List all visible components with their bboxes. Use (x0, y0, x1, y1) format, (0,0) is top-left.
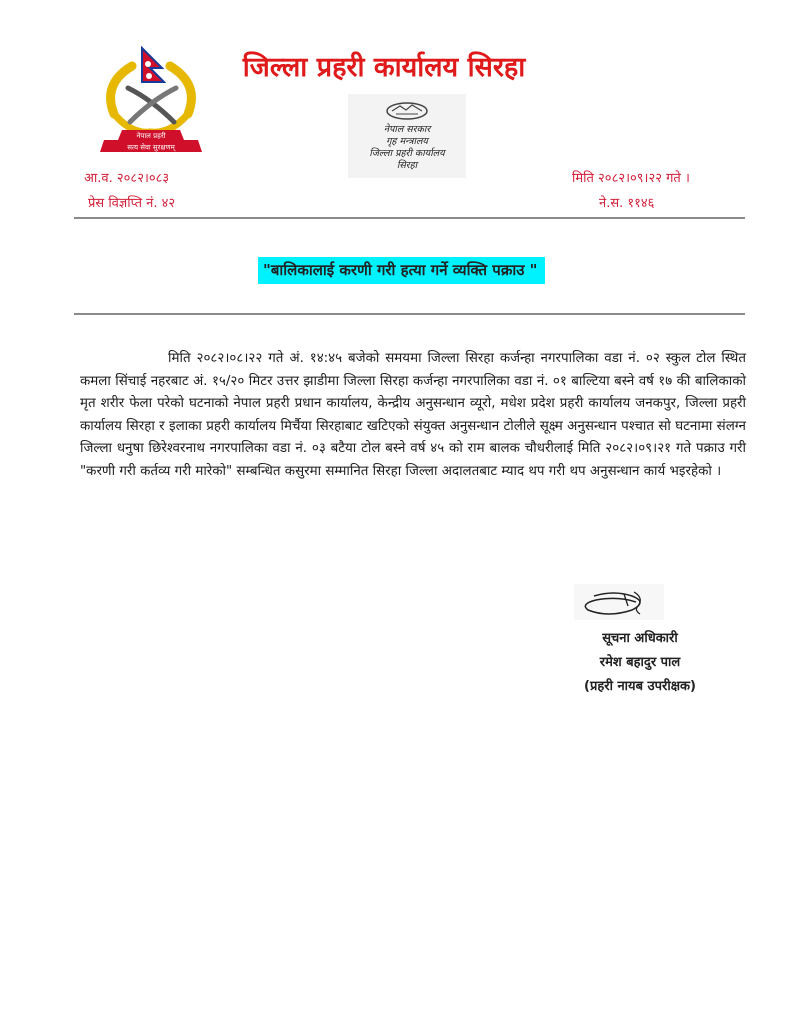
signatory-name: रमेश बहादुर पाल (599, 655, 681, 670)
logo-banner-bottom: सत्य सेवा सुरक्षणम् (127, 143, 175, 152)
stamp-line-2: गृह मन्त्रालय (386, 136, 428, 147)
fiscal-year: आ.व. २०८२।०८३ (84, 171, 170, 186)
government-emblem-icon (384, 98, 430, 120)
signature (574, 584, 664, 620)
signatory-rank: (प्रहरी नायब उपरीक्षक) (584, 679, 696, 694)
headline-divider (74, 313, 745, 315)
press-release-number: प्रेस विज्ञप्ति नं. ४२ (88, 196, 176, 211)
header-divider (74, 217, 745, 219)
nepal-sambat-year: ने.स. ११४६ (599, 196, 655, 211)
body-paragraph (80, 348, 746, 484)
headline: "बालिकालाई करणी गरी हत्या गर्ने व्यक्ति पक्राउ " (258, 257, 545, 284)
nepal-police-emblem-icon (92, 44, 210, 162)
logo-banner-top: नेपाल प्रहरी (136, 132, 166, 140)
release-date: मिति २०८२।०९।२२ गते । (572, 171, 690, 186)
nepal-police-logo (92, 44, 210, 162)
office-title: जिल्ला प्रहरी कार्यालय सिरहा (242, 52, 526, 83)
signatory-role: सूचना अधिकारी (602, 631, 678, 646)
stamp-line-4: सिरहा (396, 160, 418, 171)
signature-scribble-icon (574, 584, 664, 620)
body-paragraph-text: मिति २०८२।०८।२२ गते अं. १४:४५ बजेको समयमा जिल्ला सिरहा कर्जन्हा नगरपालिका वडा नं. ०२ स्कुल टोल स्थित कमला सिंचाई नहरबाट अं. १५/२० मिटर उत्तर झाडीमा जिल्ला सिरहा कर्जन्हा नगरपालिका वडा नं. ०१ बाल्टिया बस्ने वर्ष १७ की बालिकाको मृत शरीर फेला परेको घटनाको नेपाल प्रहरी प्रधान कार्यालय, केन्द्रीय अनुसन्धान व्यूरो, मधेश प्रदेश प्रहरी कार्यालय जनकपुर, जिल्ला प्रहरी कार्यालय सिरहा र इलाका प्रहरी कार्यालय मिर्चैया सिरहाबाट खटिएको संयुक्त अनुसन्धान टोलीले सूक्ष्म अनुसन्धान पश्चात सो घटनामा संलग्न जिल्ला धनुषा छिरेश्वरनाथ नगरपालिका वडा नं. ०३ बटैया टोल बस्ने वर्ष ४५ को राम बालक चौधरीलाई मिति २०८२।०९।२१ गते पक्राउ गरी "करणी गरी कर्तव्य गरी मारेको" सम्बन्धित कसुरमा सम्मानित सिरहा जिल्ला अदालतबाट म्याद थप गरी थप अनुसन्धान कार्य भइरहेको । (80, 351, 746, 479)
stamp-line-1: नेपाल सरकार (383, 124, 431, 135)
stamp-line-3: जिल्ला प्रहरी कार्यालय (369, 148, 445, 159)
government-stamp (348, 94, 466, 178)
